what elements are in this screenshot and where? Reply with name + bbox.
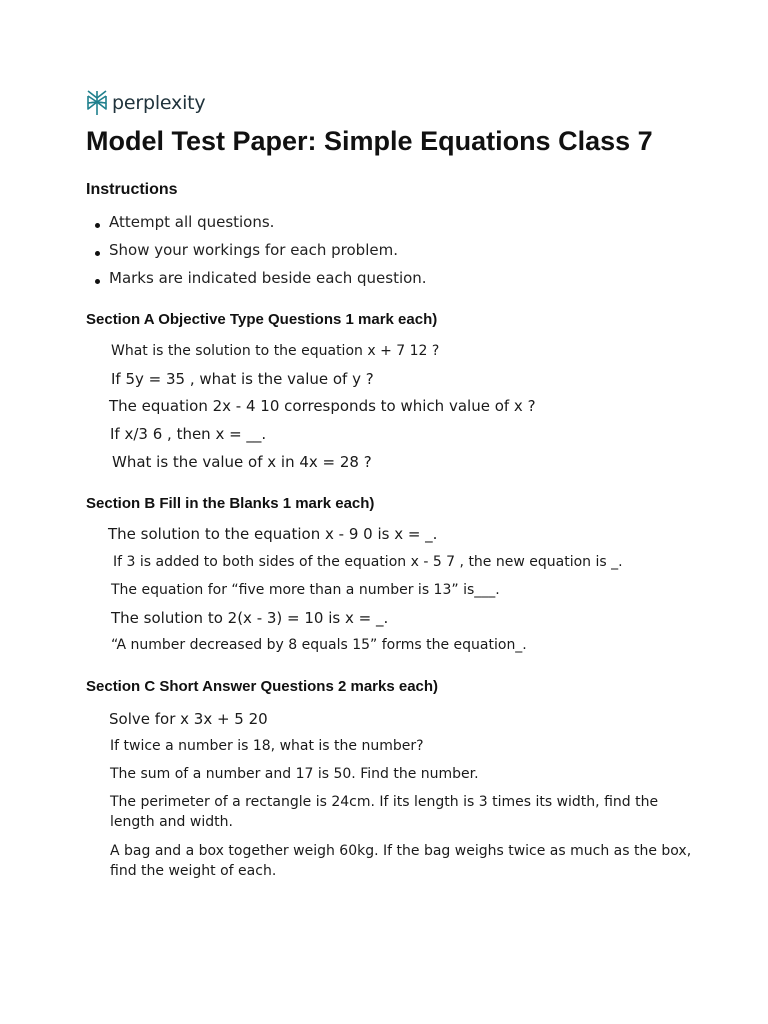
section-a-question: If x/3 6 , then x = __.: [110, 425, 267, 443]
section-c-question: Solve for x 3x + 5 20: [109, 710, 268, 728]
section-a-question: What is the value of x in 4x = 28 ?: [112, 453, 372, 471]
section-b-question: If 3 is added to both sides of the equation x - 5 7 , the new equation is _.: [113, 554, 623, 570]
section-b-question: The solution to 2(x - 3) = 10 is x = _.: [111, 609, 389, 627]
instruction-item: Attempt all questions.: [86, 212, 427, 240]
section-b-question: The equation for “five more than a number is 13” is___.: [111, 582, 500, 598]
instruction-item: Marks are indicated beside each question.: [86, 268, 427, 296]
brand-logo: [86, 89, 205, 117]
brand-name: perplexity: [112, 92, 206, 114]
section-a-question: The equation 2x - 4 10 corresponds to which value of x ?: [109, 397, 536, 415]
instructions-heading: Instructions: [86, 181, 178, 198]
section-a-question: If 5y = 35 , what is the value of y ?: [111, 370, 374, 388]
section-c-question: A bag and a box together weigh 60kg. If the bag weighs twice as much as the box, find the weight of each.: [110, 843, 692, 879]
page-title: Model Test Paper: Simple Equations Class 7: [86, 126, 653, 156]
instructions-list: [86, 212, 427, 296]
section-c-heading: Section C Short Answer Questions 2 marks each): [86, 678, 439, 695]
perplexity-logo-icon: [86, 90, 108, 116]
section-a-heading: Section A Objective Type Questions 1 mark each): [86, 311, 438, 328]
section-a-question: What is the solution to the equation x + 7 12 ?: [111, 343, 440, 359]
section-c-question: If twice a number is 18, what is the number?: [110, 738, 424, 754]
section-b-question: The solution to the equation x - 9 0 is x = _.: [108, 525, 438, 543]
instruction-item: Show your workings for each problem.: [86, 240, 427, 268]
section-b-question: “A number decreased by 8 equals 15” forms the equation_.: [111, 637, 527, 653]
section-b-heading: Section B Fill in the Blanks 1 mark each): [86, 495, 375, 512]
section-c-question: The perimeter of a rectangle is 24cm. If its length is 3 times its width, find the length and width.: [110, 794, 659, 830]
section-c-question: The sum of a number and 17 is 50. Find the number.: [110, 766, 479, 782]
